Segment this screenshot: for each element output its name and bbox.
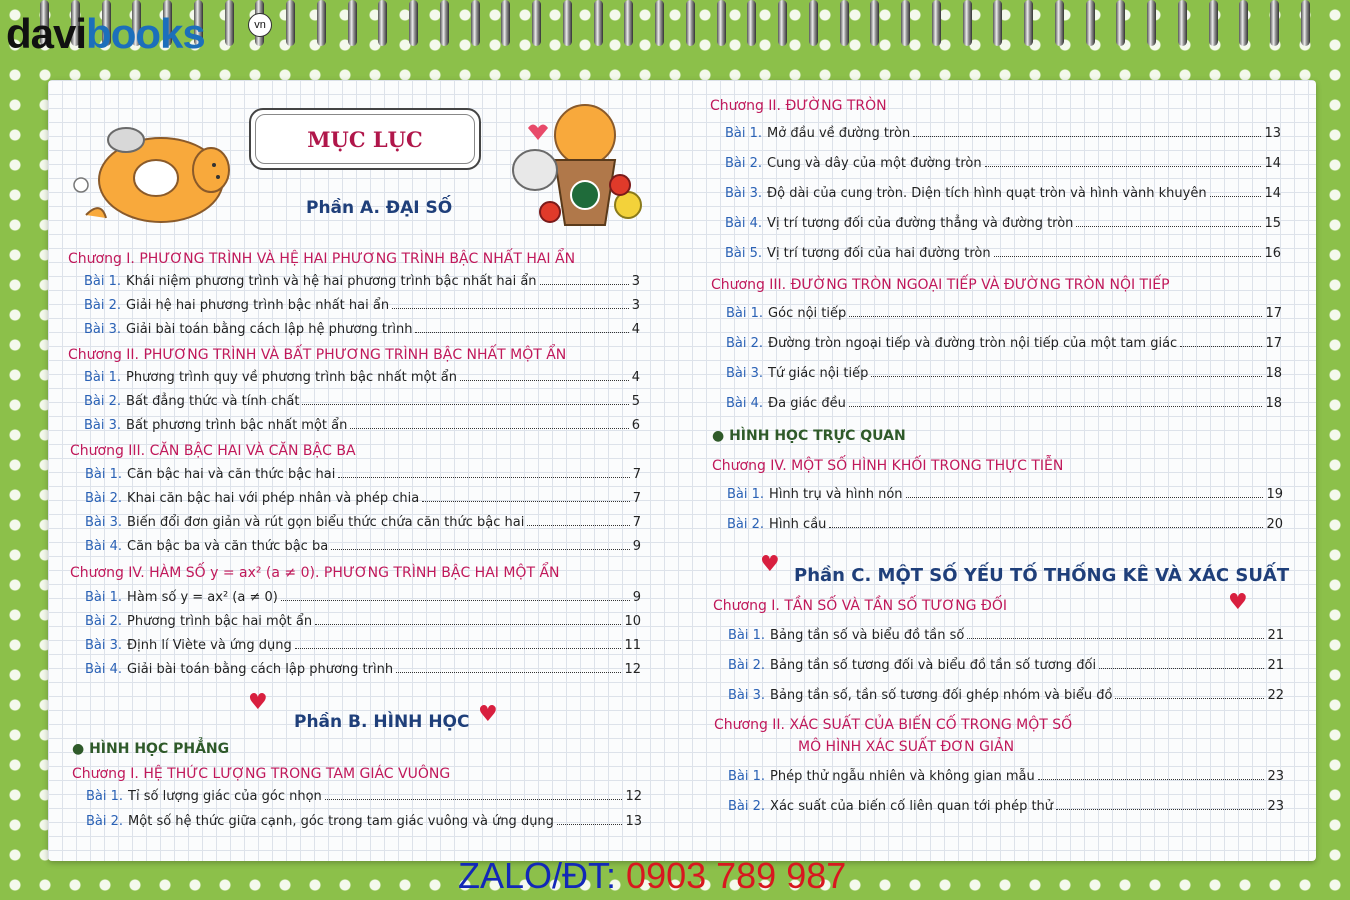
chapter-c1: Chương I. TẦN SỐ VÀ TẦN SỐ TƯƠNG ĐỐI xyxy=(713,598,1007,614)
lesson-row xyxy=(727,517,1283,532)
part-c-heading: Phần C. MỘT SỐ YẾU TỐ THỐNG KÊ VÀ XÁC SUẤT xyxy=(794,565,1290,586)
lesson-page: 6 xyxy=(631,418,640,433)
lesson-title: Căn bậc ba và căn thức bậc ba xyxy=(127,539,329,554)
chapter-c2-continued: MÔ HÌNH XÁC SUẤT ĐƠN GIẢN xyxy=(798,739,1015,755)
lesson-page: 14 xyxy=(1264,156,1281,171)
lesson-title: Giải bài toán bằng cách lập phương trình xyxy=(127,662,394,677)
lesson-page: 3 xyxy=(631,274,640,289)
lesson-row xyxy=(86,789,642,804)
lesson-page: 23 xyxy=(1267,799,1284,814)
lesson-row xyxy=(727,487,1283,502)
cat-drink-illustration xyxy=(500,100,660,230)
lesson-page: 20 xyxy=(1266,517,1283,532)
lesson-number: Bài 1. xyxy=(725,126,763,141)
lesson-row xyxy=(85,638,641,653)
lesson-number: Bài 3. xyxy=(84,418,122,433)
lesson-row xyxy=(725,246,1281,261)
lesson-number: Bài 1. xyxy=(85,467,123,482)
chapter-b1: Chương I. HỆ THỨC LƯỢNG TRONG TAM GIÁC VUÔNG xyxy=(72,766,451,782)
heart-icon: ♥ xyxy=(1228,590,1248,615)
lesson-title: Xác suất của biến cố liên quan tới phép thử xyxy=(770,799,1054,814)
lesson-row xyxy=(726,306,1282,321)
lesson-number: Bài 3. xyxy=(725,186,763,201)
lesson-number: Bài 2. xyxy=(85,491,123,506)
lesson-title: Hàm số y = ax² (a ≠ 0) xyxy=(127,590,278,605)
lesson-number: Bài 4. xyxy=(725,216,763,231)
lesson-number: Bài 1. xyxy=(727,487,765,502)
lesson-page: 7 xyxy=(632,491,641,506)
lesson-title: Căn bậc hai và căn thức bậc hai xyxy=(127,467,336,482)
part-b-heading: Phần B. HÌNH HỌC xyxy=(294,712,470,732)
bullet-hinh-hoc-truc-quan: ● HÌNH HỌC TRỰC QUAN xyxy=(712,428,906,444)
lesson-row xyxy=(85,491,641,506)
lesson-number: Bài 1. xyxy=(86,789,124,804)
lesson-title: Mở đầu về đường tròn xyxy=(767,126,911,141)
brand-logo xyxy=(6,10,266,58)
lesson-row xyxy=(726,336,1282,351)
lesson-title: Vị trí tương đối của hai đường tròn xyxy=(767,246,991,261)
lesson-row xyxy=(725,186,1281,201)
lesson-page: 13 xyxy=(1264,126,1281,141)
lesson-page: 14 xyxy=(1264,186,1281,201)
lesson-row xyxy=(728,658,1284,673)
lesson-page: 15 xyxy=(1264,216,1281,231)
brand-name-dark: davi xyxy=(6,10,87,57)
lesson-page: 13 xyxy=(625,814,642,829)
lesson-row xyxy=(85,590,641,605)
lesson-number: Bài 1. xyxy=(728,628,766,643)
bullet-label: HÌNH HỌC TRỰC QUAN xyxy=(729,428,906,444)
lesson-number: Bài 2. xyxy=(727,517,765,532)
lesson-row xyxy=(726,366,1282,381)
lesson-number: Bài 3. xyxy=(728,688,766,703)
lesson-title: Giải bài toán bằng cách lập hệ phương trình xyxy=(126,322,413,337)
lesson-row xyxy=(85,467,641,482)
lesson-row xyxy=(85,539,641,554)
lesson-row xyxy=(84,274,640,289)
lesson-number: Bài 2. xyxy=(85,614,123,629)
lesson-page: 21 xyxy=(1267,658,1284,673)
lesson-number: Bài 2. xyxy=(726,336,764,351)
lesson-number: Bài 4. xyxy=(85,539,123,554)
lesson-title: Định lí Viète và ứng dụng xyxy=(127,638,292,653)
lesson-title: Giải hệ hai phương trình bậc nhất hai ẩn xyxy=(126,298,390,313)
lesson-page: 18 xyxy=(1265,396,1282,411)
chapter-b4: Chương IV. MỘT SỐ HÌNH KHỐI TRONG THỰC TIỄN xyxy=(712,458,1064,474)
bullet-label: HÌNH HỌC PHẲNG xyxy=(89,741,230,757)
lesson-row xyxy=(725,216,1281,231)
toc-page xyxy=(48,80,1316,861)
lesson-row xyxy=(84,298,640,313)
lesson-row xyxy=(84,394,640,409)
lesson-title: Tỉ số lượng giác của góc nhọn xyxy=(128,789,322,804)
lesson-title: Bảng tần số, tần số tương đối ghép nhóm và biểu đồ xyxy=(770,688,1113,703)
lesson-title: Vị trí tương đối của đường thẳng và đường tròn xyxy=(767,216,1074,231)
contact-line xyxy=(458,855,846,897)
heart-icon: ♥ xyxy=(760,552,780,577)
lesson-page: 17 xyxy=(1265,336,1282,351)
lesson-number: Bài 1. xyxy=(84,370,122,385)
lesson-title: Góc nội tiếp xyxy=(768,306,847,321)
lesson-page: 10 xyxy=(624,614,641,629)
lesson-page: 21 xyxy=(1267,628,1284,643)
lesson-row xyxy=(86,814,642,829)
lesson-title: Một số hệ thức giữa cạnh, góc trong tam giác vuông và ứng dụng xyxy=(128,814,554,829)
lesson-title: Đường tròn ngoại tiếp và đường tròn nội tiếp của một tam giác xyxy=(768,336,1178,351)
lesson-title: Hình trụ và hình nón xyxy=(769,487,903,502)
lesson-title: Khái niệm phương trình và hệ hai phương trình bậc nhất hai ẩn xyxy=(126,274,537,289)
lesson-page: 23 xyxy=(1267,769,1284,784)
lesson-number: Bài 2. xyxy=(86,814,124,829)
lesson-row xyxy=(85,515,641,530)
lesson-page: 3 xyxy=(631,298,640,313)
lesson-number: Bài 4. xyxy=(726,396,764,411)
lesson-page: 5 xyxy=(631,394,640,409)
lesson-row xyxy=(84,418,640,433)
lesson-page: 4 xyxy=(631,322,640,337)
lesson-number: Bài 2. xyxy=(728,658,766,673)
lesson-page: 12 xyxy=(625,789,642,804)
lesson-page: 12 xyxy=(624,662,641,677)
lesson-page: 9 xyxy=(632,539,641,554)
lesson-title: Bất đẳng thức và tính chất xyxy=(126,394,300,409)
lesson-row xyxy=(728,688,1284,703)
contact-label: ZALO/ĐT: xyxy=(458,855,617,896)
lesson-page: 7 xyxy=(632,467,641,482)
lesson-number: Bài 2. xyxy=(728,799,766,814)
lesson-title: Tứ giác nội tiếp xyxy=(768,366,869,381)
lesson-number: Bài 2. xyxy=(84,298,122,313)
lesson-title: Độ dài của cung tròn. Diện tích hình quạt tròn và hình vành khuyên xyxy=(767,186,1207,201)
lesson-row xyxy=(728,799,1284,814)
part-a-heading: Phần A. ĐẠI SỐ xyxy=(306,198,453,218)
lesson-number: Bài 5. xyxy=(725,246,763,261)
spiral-binding xyxy=(40,0,1310,48)
lesson-number: Bài 3. xyxy=(726,366,764,381)
lesson-row xyxy=(725,156,1281,171)
lesson-number: Bài 1. xyxy=(85,590,123,605)
chapter-a4: Chương IV. HÀM SỐ y = ax² (a ≠ 0). PHƯƠNG TRÌNH BẬC HAI MỘT ẨN xyxy=(70,565,560,581)
chapter-c2: Chương II. XÁC SUẤT CỦA BIẾN CỐ TRONG MỘT SỐ xyxy=(714,717,1073,733)
brand-suffix: vn xyxy=(248,13,272,37)
lesson-number: Bài 3. xyxy=(84,322,122,337)
brand-name-blue: books xyxy=(86,10,205,57)
lesson-title: Bất phương trình bậc nhất một ẩn xyxy=(126,418,348,433)
heart-icon: ♥ xyxy=(478,702,498,727)
lesson-title: Biến đổi đơn giản và rút gọn biểu thức chứa căn thức bậc hai xyxy=(127,515,525,530)
lesson-page: 11 xyxy=(624,638,641,653)
lesson-title: Phương trình bậc hai một ẩn xyxy=(127,614,313,629)
chapter-a3: Chương III. CĂN BẬC HAI VÀ CĂN BẬC BA xyxy=(70,443,356,459)
lesson-row xyxy=(84,322,640,337)
lesson-number: Bài 2. xyxy=(84,394,122,409)
lesson-page: 4 xyxy=(631,370,640,385)
lesson-number: Bài 4. xyxy=(85,662,123,677)
lesson-row xyxy=(85,662,641,677)
bullet-hinh-hoc-phang: ● HÌNH HỌC PHẲNG xyxy=(72,741,230,757)
lesson-title: Cung và dây của một đường tròn xyxy=(767,156,982,171)
lesson-row xyxy=(725,126,1281,141)
lesson-number: Bài 3. xyxy=(85,638,123,653)
lesson-title: Bảng tần số và biểu đồ tần số xyxy=(770,628,965,643)
lesson-row xyxy=(85,614,641,629)
lesson-number: Bài 1. xyxy=(84,274,122,289)
lesson-number: Bài 2. xyxy=(725,156,763,171)
heart-icon: ♥ xyxy=(248,690,268,715)
lesson-title: Bảng tần số tương đối và biểu đồ tần số tương đối xyxy=(770,658,1097,673)
lesson-title: Phép thử ngẫu nhiên và không gian mẫu xyxy=(770,769,1035,784)
lesson-page: 18 xyxy=(1265,366,1282,381)
lesson-page: 9 xyxy=(632,590,641,605)
toc-title: MỤC LỤC xyxy=(307,126,423,152)
lesson-page: 19 xyxy=(1266,487,1283,502)
toc-title-box xyxy=(249,108,481,170)
lesson-number: Bài 3. xyxy=(85,515,123,530)
lesson-page: 22 xyxy=(1267,688,1284,703)
lesson-number: Bài 1. xyxy=(726,306,764,321)
chapter-a1: Chương I. PHƯƠNG TRÌNH VÀ HỆ HAI PHƯƠNG TRÌNH BẬC NHẤT HAI ẨN xyxy=(68,251,576,267)
lesson-page: 16 xyxy=(1264,246,1281,261)
lesson-row xyxy=(726,396,1282,411)
cat-donut-illustration xyxy=(66,120,236,230)
contact-number: 0903 789 987 xyxy=(626,855,847,896)
lesson-title: Phương trình quy về phương trình bậc nhất một ẩn xyxy=(126,370,457,385)
chapter-a2: Chương II. PHƯƠNG TRÌNH VÀ BẤT PHƯƠNG TRÌNH BẬC NHẤT MỘT ẨN xyxy=(68,347,567,363)
lesson-row xyxy=(728,769,1284,784)
lesson-page: 17 xyxy=(1265,306,1282,321)
lesson-row xyxy=(84,370,640,385)
chapter-b2: Chương II. ĐƯỜNG TRÒN xyxy=(710,98,887,114)
lesson-row xyxy=(728,628,1284,643)
lesson-title: Hình cầu xyxy=(769,517,827,532)
chapter-b3: Chương III. ĐƯỜNG TRÒN NGOẠI TIẾP VÀ ĐƯỜNG TRÒN NỘI TIẾP xyxy=(711,277,1170,293)
lesson-number: Bài 1. xyxy=(728,769,766,784)
lesson-page: 7 xyxy=(632,515,641,530)
lesson-title: Đa giác đều xyxy=(768,396,846,411)
lesson-title: Khai căn bậc hai với phép nhân và phép chia xyxy=(127,491,420,506)
